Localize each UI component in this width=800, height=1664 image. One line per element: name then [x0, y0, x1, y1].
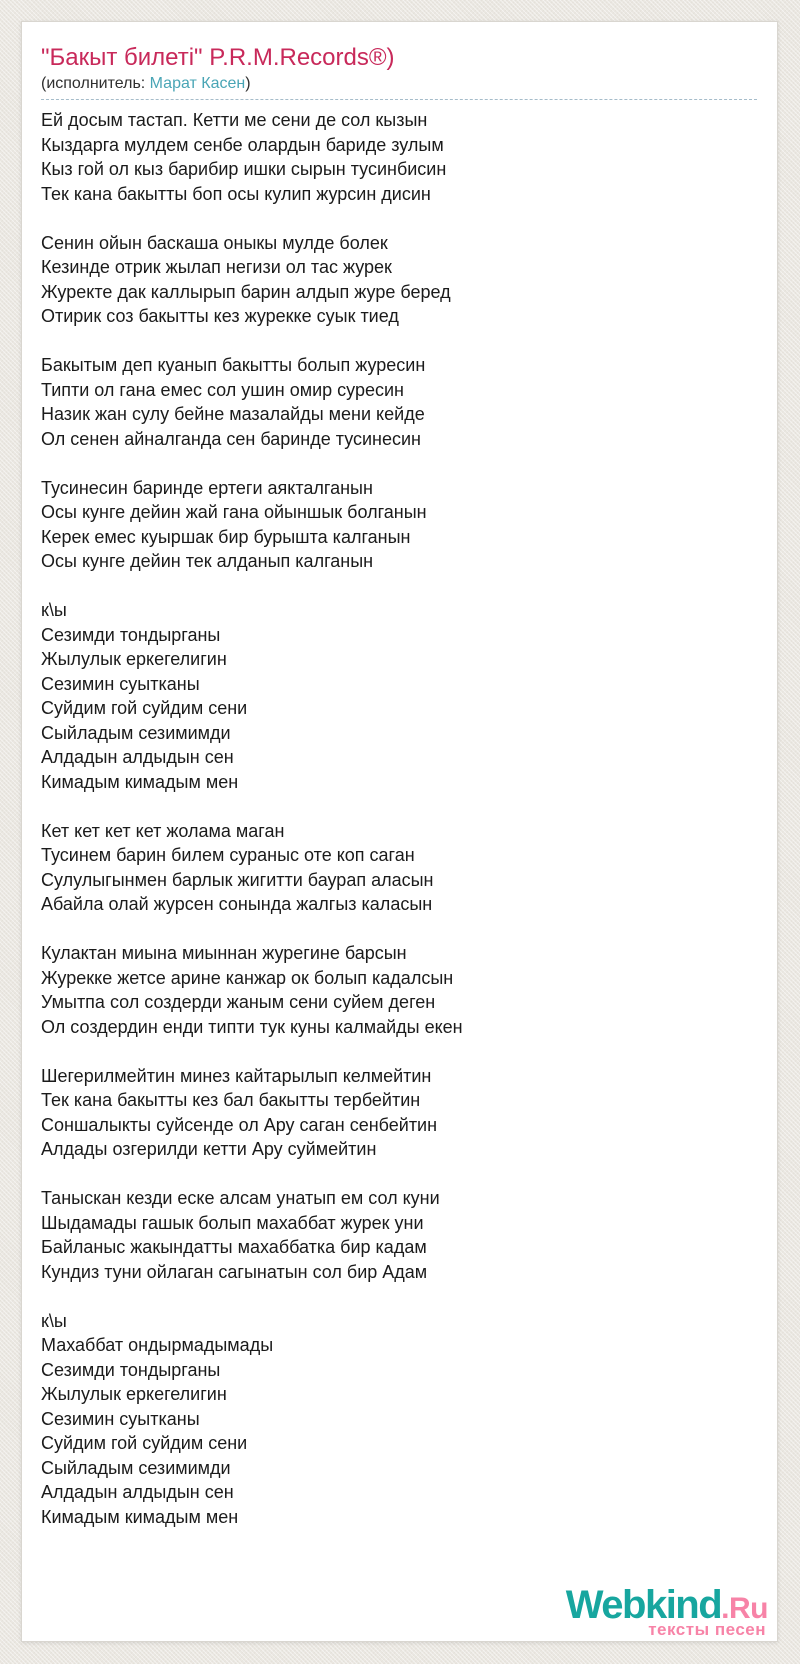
lyric-line: Сезимин суытканы — [41, 1408, 200, 1429]
lyric-line: Сезимди тондырганы — [41, 1359, 221, 1380]
lyric-line: Кыздарга мулдем сенбе олардын бариде зулым — [41, 134, 444, 155]
lyric-stanza — [41, 108, 757, 206]
lyric-line: Абайла олай журсен сонында жалгыз каласын — [41, 894, 433, 914]
lyric-stanza — [41, 941, 757, 1039]
lyric-line: Сезимди тондырганы — [41, 624, 221, 645]
lyric-line: Жылулык еркегелигин — [41, 1384, 227, 1404]
lyric-line: Сыйладым сезимимди — [41, 1457, 231, 1478]
page-title: "Бакыт билеті" P.R.M.Records®) — [41, 44, 395, 71]
lyric-line: Назик жан сулу бейне мазалайды мени кейде — [41, 404, 425, 424]
lyric-line: Ол создердин енди типти тук куны калмайды екен — [41, 1016, 463, 1037]
lyric-line: к\ы — [41, 1310, 67, 1331]
lyric-line: Умытпа сол создерди жаным сени суйем деген — [41, 992, 436, 1012]
artist-label: (исполнитель: — [41, 75, 146, 92]
content-card-inner — [22, 22, 777, 1641]
lyric-line: Шегерилмейтин минез кайтарылып келмейтин — [41, 1065, 432, 1086]
lyric-line: Кыз гой ол кыз барибир ишки сырын тусинбисин — [41, 159, 447, 179]
lyric-line: Бакытым деп куанып бакытты болып журесин — [41, 355, 426, 375]
webkind-logo-tagline: тексты песен — [648, 1620, 766, 1639]
lyric-line: Типти ол гана емес сол ушин омир суресин — [41, 379, 404, 400]
lyric-line: Тек кана бакытты боп осы кулип журсин дисин — [41, 183, 431, 204]
lyric-stanza — [41, 1309, 757, 1530]
lyric-line: Журекте дак каллырып барин алдып журе беред — [41, 281, 451, 302]
lyric-line: Кундиз туни ойлаган сагынатын сол бир Адам — [41, 1261, 428, 1282]
lyric-line: Осы кунге дейин тек алданып калганын — [41, 551, 374, 571]
lyric-line: Сыйладым сезимимди — [41, 722, 231, 743]
lyric-line: Алдады озгерилди кетти Ару суймейтин — [41, 1139, 377, 1159]
lyric-line: Сенин ойын баскаша оныкы мулде болек — [41, 232, 388, 253]
lyric-line: Суйдим гой суйдим сени — [41, 1433, 248, 1453]
lyric-line: Таныскан кезди еске алсам унатып ем сол куни — [41, 1188, 440, 1208]
lyric-line: Алдадын алдыдын сен — [41, 1482, 234, 1502]
artist-line — [41, 74, 757, 94]
lyric-stanza — [41, 819, 757, 917]
webkind-logo — [566, 1585, 768, 1625]
lyric-line: Махаббат ондырмадымады — [41, 1335, 274, 1355]
lyric-line: Ол сенен айналганда сен баринде тусинесин — [41, 428, 421, 449]
lyric-line: Керек емес куыршак бир бурышта калганын — [41, 526, 411, 547]
lyric-line: Кулактан миына миыннан журегине барсын — [41, 943, 407, 963]
lyric-stanza — [41, 476, 757, 574]
lyric-line: Осы кунге дейин жай гана ойыншык болганын — [41, 502, 427, 522]
lyric-stanza — [41, 1064, 757, 1162]
lyric-line: Байланыс жакындатты махаббатка бир кадам — [41, 1237, 427, 1257]
lyric-line: Кимадым кимадым мен — [41, 1506, 239, 1527]
lyric-line: Тусинем барин билем сураныс оте коп саган — [41, 845, 415, 865]
lyric-stanza — [41, 353, 757, 451]
lyric-stanza — [41, 598, 757, 794]
lyric-line: Жылулык еркегелигин — [41, 649, 227, 669]
lyric-line: Суйдим гой суйдим сени — [41, 698, 248, 718]
lyric-stanza — [41, 1186, 757, 1284]
lyric-line: Кет кет кет кет жолама маган — [41, 820, 285, 841]
lyric-line: Журекке жетсе арине канжар ок болып кадалсын — [41, 967, 454, 988]
artist-line-close: ) — [245, 75, 251, 92]
content-card — [21, 21, 778, 1642]
lyric-line: Сезимин суытканы — [41, 673, 200, 694]
webkind-logo-text: Webkind — [565, 1583, 722, 1627]
lyric-line: Отирик соз бакытты кез журекке суык тиед — [41, 306, 399, 326]
lyric-line: Кезинде отрик жылап негизи ол тас журек — [41, 257, 392, 277]
lyric-line: Тусинесин баринде ертеги аякталганын — [41, 477, 373, 498]
lyric-line: Кимадым кимадым мен — [41, 771, 239, 792]
artist-link[interactable]: Марат Касен — [149, 75, 246, 92]
lyric-line: Шыдамады гашык болып махаббат журек уни — [41, 1212, 424, 1233]
lyric-line: к\ы — [41, 600, 67, 620]
lyric-line: Ей досым тастап. Кетти ме сени де сол кызын — [41, 110, 428, 130]
lyric-line: Соншалыкты суйсенде ол Ару саган сенбейтин — [41, 1114, 438, 1135]
header-separator — [41, 99, 757, 100]
lyric-stanza — [41, 231, 757, 329]
webkind-logo-link[interactable] — [566, 1585, 768, 1638]
lyrics-block — [41, 108, 757, 1529]
lyric-line: Сулулыгынмен барлык жигитти баурап аласын — [41, 869, 434, 890]
webkind-logo-ru: .Ru — [721, 1592, 768, 1625]
lyric-line: Тек кана бакытты кез бал бакытты тербейтин — [41, 1090, 421, 1110]
lyric-line: Алдадын алдыдын сен — [41, 747, 234, 767]
